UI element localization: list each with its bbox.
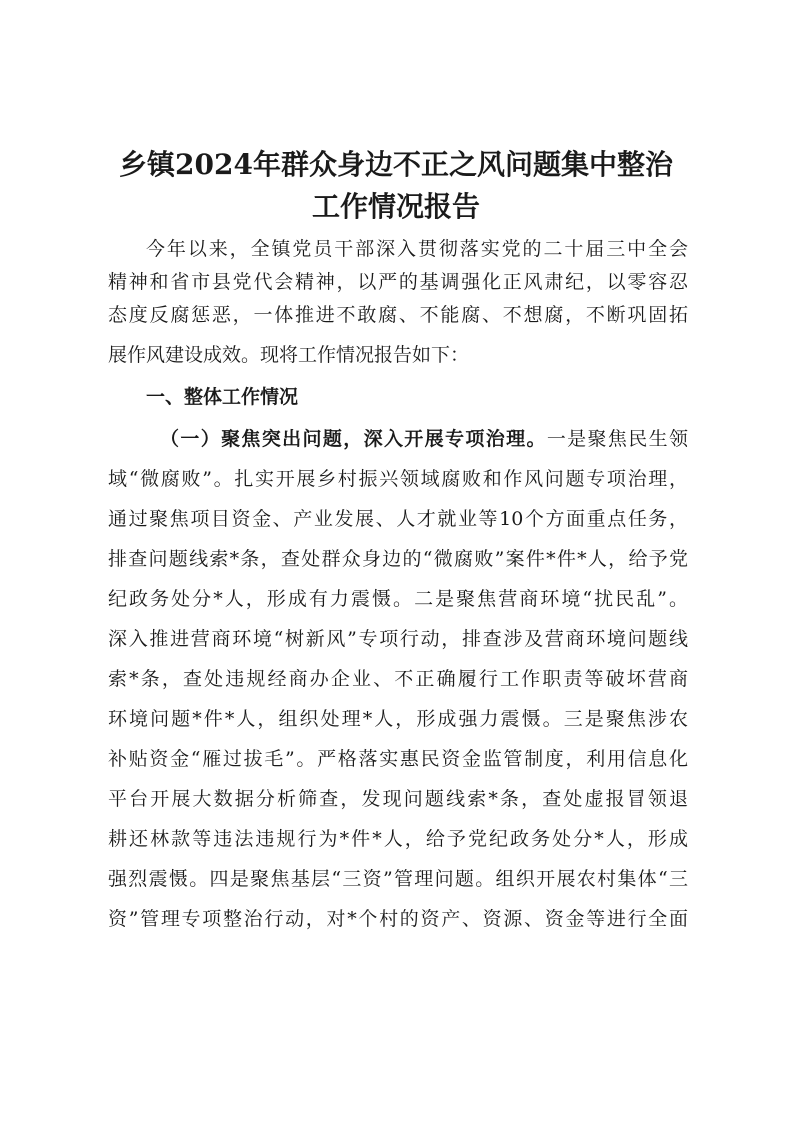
intro-paragraph-line: 精神和省市县党代会精神，以严的基调强化正风肃纪，以零容忍: [108, 271, 688, 293]
intro-paragraph-line: 展作风建设成效。现将工作情况报告如下：: [108, 344, 470, 366]
subsection-heading: （一）聚焦突出问题，深入开展专项治理。: [160, 428, 547, 450]
body-paragraph-line: 深入推进营商环境“树新风”专项行动，排查涉及营商环境问题线: [108, 628, 688, 650]
body-paragraph-line: 排查问题线索*条，查处群众身边的“微腐败”案件*件*人，给予党: [108, 548, 688, 570]
body-paragraph-line: 域“微腐败”。扎实开展乡村振兴领域腐败和作风问题专项治理，: [108, 468, 688, 490]
subsection-lead-text: 一是聚焦民生领: [546, 428, 688, 450]
intro-paragraph-line: 今年以来，全镇党员干部深入贯彻落实党的二十届三中全会: [146, 238, 688, 260]
body-paragraph-line: 索*条，查处违规经商办企业、不正确履行工作职责等破坏营商: [108, 668, 688, 690]
body-paragraph-line: 平台开展大数据分析筛查，发现问题线索*条，查处虚报冒领退: [108, 788, 688, 810]
document-title-line-2: 工作情况报告: [311, 190, 480, 223]
body-paragraph-line: 补贴资金“雁过拔毛”。严格落实惠民资金监管制度，利用信息化: [108, 748, 688, 770]
body-paragraph-line: 纪政务处分*人，形成有力震慑。二是聚焦营商环境“扰民乱”。: [108, 588, 688, 610]
intro-paragraph-line: 态度反腐惩恶，一体推进不敢腐、不能腐、不想腐，不断巩固拓: [108, 304, 688, 326]
body-paragraph-line: 资”管理专项整治行动，对*个村的资产、资源、资金等进行全面: [108, 908, 688, 930]
body-paragraph-line: 耕还林款等违法违规行为*件*人，给予党纪政务处分*人，形成: [108, 828, 688, 850]
body-paragraph-line: 强烈震慑。四是聚焦基层“三资”管理问题。组织开展农村集体“三: [108, 868, 688, 890]
subsection-heading-line: [160, 426, 688, 452]
body-paragraph-line: 通过聚焦项目资金、产业发展、人才就业等10个方面重点任务，: [108, 508, 688, 530]
section-heading: 一、整体工作情况: [146, 386, 299, 408]
body-paragraph-line: 环境问题*件*人，组织处理*人，形成强力震慑。三是聚焦涉农: [108, 708, 688, 730]
document-title-line-1: 乡镇2024年群众身边不正之风问题集中整治: [119, 148, 673, 181]
